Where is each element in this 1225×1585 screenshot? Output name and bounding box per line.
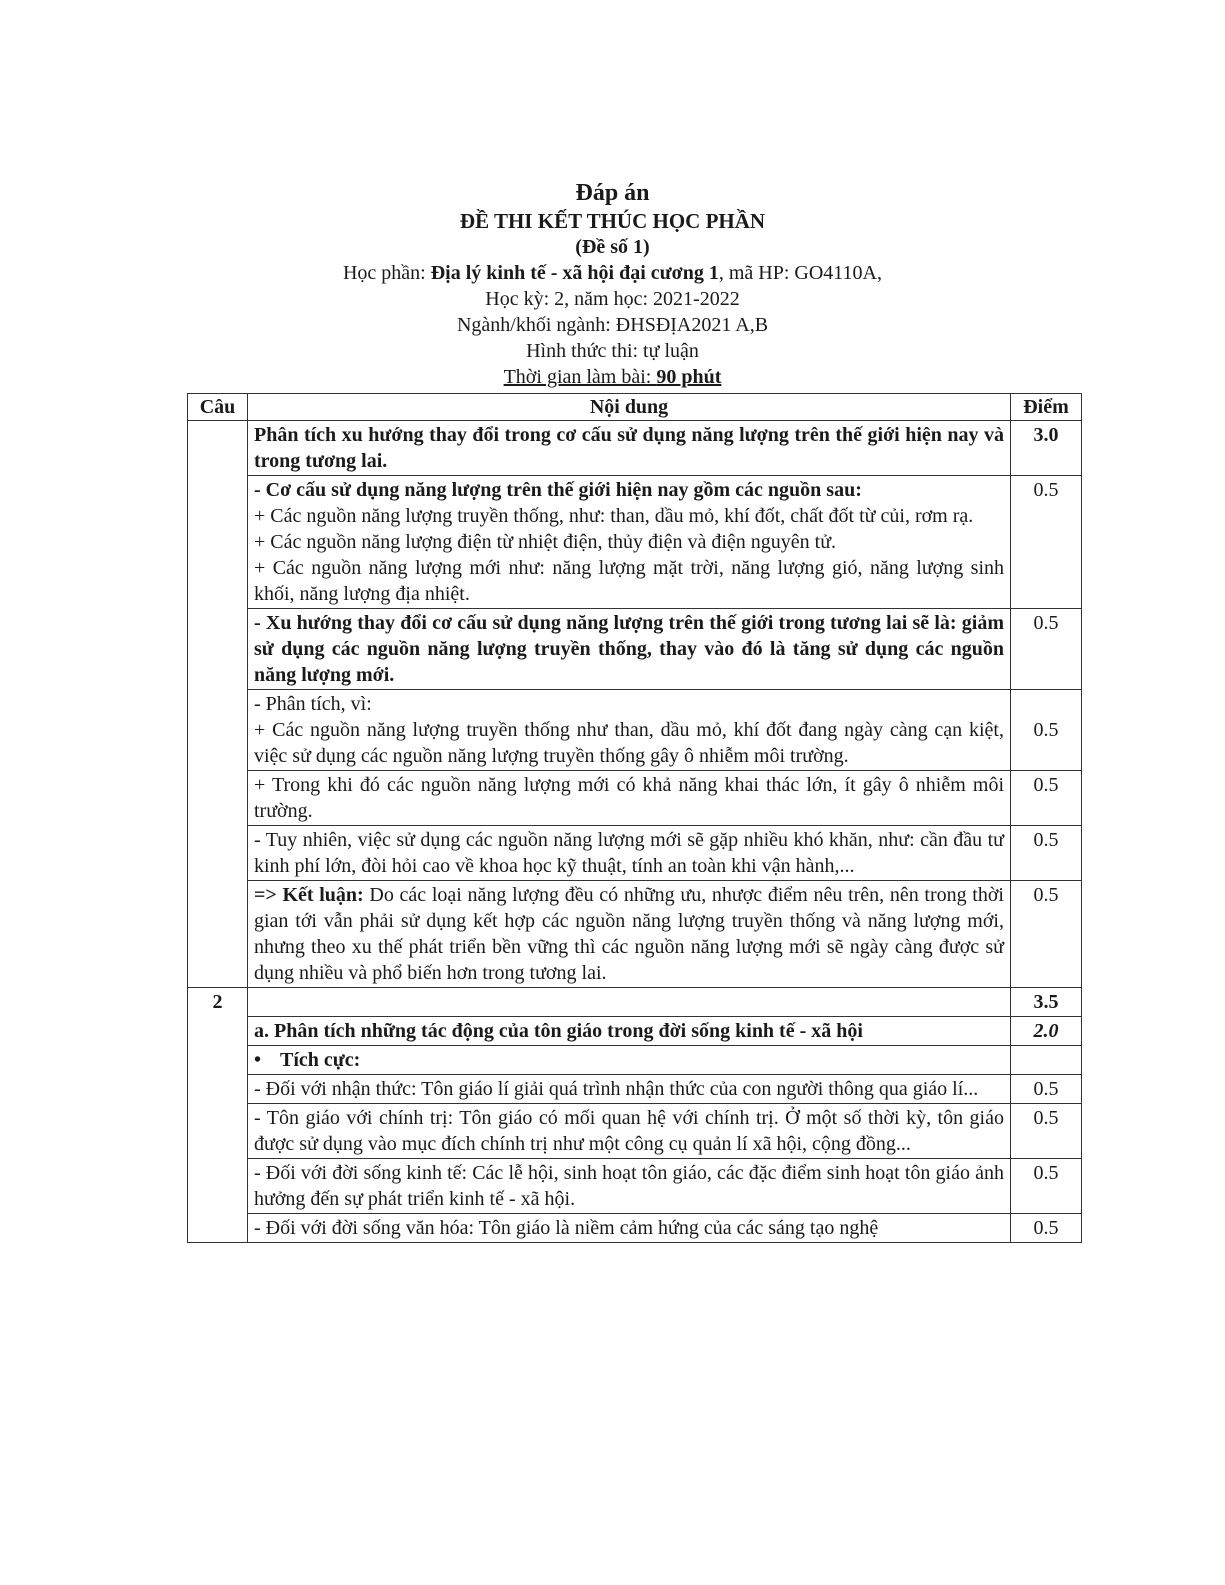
major-line: Ngành/khối ngành: ĐHSĐỊA2021 A,B	[456, 314, 769, 336]
q2-number: 2	[188, 988, 248, 1017]
table-row	[188, 826, 1082, 881]
q1-row1	[248, 476, 1011, 609]
answer-table	[187, 393, 1082, 1243]
bullet-icon: •	[254, 1049, 262, 1071]
format-line: Hình thức thi: tự luận	[526, 340, 699, 362]
time-value: 90 phút	[656, 366, 722, 388]
q2-p4-score: 0.5	[1011, 1214, 1082, 1243]
doc-subtitle: ĐỀ THI KẾT THÚC HỌC PHẦN	[459, 209, 766, 233]
table-header-row	[188, 394, 1082, 421]
exam-number: (Đề số 1)	[575, 236, 650, 258]
q2-a-title: a. Phân tích những tác động của tôn giáo trong đời sống kinh tế - xã hội	[248, 1017, 1011, 1046]
question-cell	[188, 1159, 248, 1214]
col-score-header: Điểm	[1011, 394, 1082, 421]
q1-row5-score: 0.5	[1011, 826, 1082, 881]
q2-p3-score: 0.5	[1011, 1159, 1082, 1214]
q1-row4: + Trong khi đó các nguồn năng lượng mới có khả năng khai thác lớn, ít gây ô nhiễm môi trường.	[248, 771, 1011, 826]
col-content-header: Nội dung	[248, 394, 1011, 421]
q2-p2: - Tôn giáo với chính trị: Tôn giáo có mối quan hệ với chính trị. Ở một số thời kỳ, tôn giáo được sử dụng vào mục đích chính trị như một công cụ quản lí xã hội, cộng đồng...	[248, 1104, 1011, 1159]
table-row	[188, 771, 1082, 826]
course-name: Địa lý kinh tế - xã hội đại cương 1	[430, 262, 719, 284]
table-row	[188, 421, 1082, 476]
q1-row6	[248, 881, 1011, 988]
doc-title: Đáp án	[575, 180, 650, 206]
q2-total-score: 3.5	[1011, 988, 1082, 1017]
table-row	[188, 1104, 1082, 1159]
question-cell	[188, 690, 248, 771]
q1-row1-score: 0.5	[1011, 476, 1082, 609]
positive-heading	[248, 1046, 1011, 1075]
table-row	[188, 1017, 1082, 1046]
q2-p2-score: 0.5	[1011, 1104, 1082, 1159]
table-row	[188, 1046, 1082, 1075]
q1-title-score: 3.0	[1011, 421, 1082, 476]
table-row	[188, 690, 1082, 771]
exam-header	[0, 178, 1225, 390]
table-row	[188, 1214, 1082, 1243]
q1-row2-score: 0.5	[1011, 609, 1082, 690]
q2-a-score: 2.0	[1011, 1017, 1082, 1046]
q1-row4-score: 0.5	[1011, 771, 1082, 826]
q2-p1: - Đối với nhận thức: Tôn giáo lí giải quá trình nhận thức của con người thông qua giáo lí...	[248, 1075, 1011, 1104]
question-cell	[188, 1075, 248, 1104]
q1-row2: - Xu hướng thay đổi cơ cấu sử dụng năng lượng trên thế giới trong tương lai sẽ là: giảm sử dụng các nguồn năng lượng truyền thống, thay vào đó là tăng sử dụng các nguồn năng lượng mới.	[248, 609, 1011, 690]
course-line	[0, 260, 1225, 286]
empty-score	[1011, 1046, 1082, 1075]
course-suffix: , mã HP: GO4110A,	[718, 262, 883, 284]
table-row	[188, 476, 1082, 609]
q1-row1-line3: + Các nguồn năng lượng mới như: năng lượng mặt trời, năng lượng gió, năng lượng sinh khối, năng lượng địa nhiệt.	[254, 557, 1004, 605]
question-cell	[188, 1017, 248, 1046]
question-cell	[188, 1046, 248, 1075]
positive-label: Tích cực:	[280, 1049, 361, 1071]
course-prefix: Học phần:	[342, 262, 431, 284]
question-cell	[188, 771, 248, 826]
q2-empty	[248, 988, 1011, 1017]
question-cell	[188, 1104, 248, 1159]
q2-p1-score: 0.5	[1011, 1075, 1082, 1104]
question-cell	[188, 826, 248, 881]
q1-row3-head: - Phân tích, vì:	[254, 693, 372, 715]
table-row	[188, 881, 1082, 988]
q2-p4: - Đối với đời sống văn hóa: Tôn giáo là niềm cảm hứng của các sáng tạo nghệ	[248, 1214, 1011, 1243]
q1-row6-score: 0.5	[1011, 881, 1082, 988]
q1-row1-line1: + Các nguồn năng lượng truyền thống, như: than, dầu mỏ, khí đốt, chất đốt từ củi, rơm rạ.	[254, 505, 974, 527]
table-row	[188, 1075, 1082, 1104]
question-cell	[188, 1214, 248, 1243]
question-cell	[188, 609, 248, 690]
q1-row5: - Tuy nhiên, việc sử dụng các nguồn năng lượng mới sẽ gặp nhiều khó khăn, như: cần đầu tư kinh phí lớn, đòi hỏi cao về khoa học kỹ thuật, tính an toàn khi vận hành,...	[248, 826, 1011, 881]
conclusion-label: => Kết luận:	[254, 884, 364, 906]
table-row	[188, 1159, 1082, 1214]
question-cell	[188, 881, 248, 988]
q1-title: Phân tích xu hướng thay đổi trong cơ cấu sử dụng năng lượng trên thế giới hiện nay và trong tương lai.	[248, 421, 1011, 476]
table-row	[188, 988, 1082, 1017]
q2-p3: - Đối với đời sống kinh tế: Các lễ hội, sinh hoạt tôn giáo, các đặc điểm sinh hoạt tôn giáo ảnh hưởng đến sự phát triển kinh tế - xã hội.	[248, 1159, 1011, 1214]
q1-row3-body: + Các nguồn năng lượng truyền thống như than, dầu mỏ, khí đốt đang ngày càng cạn kiệt, việc sử dụng các nguồn năng lượng truyền thống gây ô nhiễm môi trường.	[254, 719, 1004, 767]
q1-row3-score: 0.5	[1011, 690, 1082, 771]
q1-row1-head: - Cơ cấu sử dụng năng lượng trên thế giới hiện nay gồm các nguồn sau:	[254, 479, 862, 501]
question-cell	[188, 421, 248, 476]
table-row	[188, 609, 1082, 690]
col-question-header: Câu	[188, 394, 248, 421]
question-cell	[188, 476, 248, 609]
conclusion-text: Do các loại năng lượng đều có những ưu, nhược điểm nêu trên, nên trong thời gian tới vẫn phải sử dụng kết hợp các nguồn năng lượng truyền thống và năng lượng mới, nhưng theo xu thế phát triển bền vững thì các nguồn năng lượng mới sẽ ngày càng được sử dụng nhiều và phổ biến hơn trong tương lai.	[254, 884, 1004, 984]
q1-row3	[248, 690, 1011, 771]
time-prefix: Thời gian làm bài:	[503, 366, 657, 388]
q1-row1-line2: + Các nguồn năng lượng điện từ nhiệt điện, thủy điện và điện nguyên tử.	[254, 531, 837, 553]
time-line	[0, 364, 1225, 390]
semester-line: Học kỳ: 2, năm học: 2021-2022	[485, 288, 740, 310]
